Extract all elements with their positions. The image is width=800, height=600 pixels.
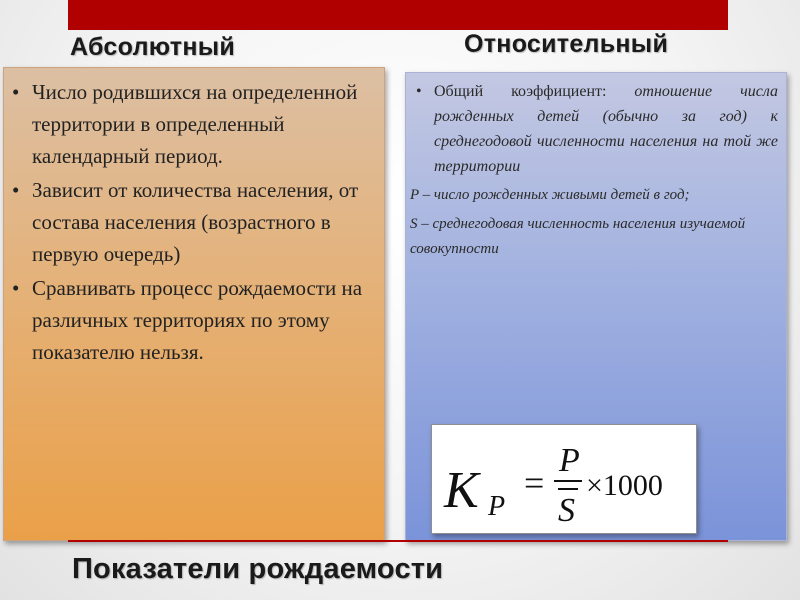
bullet-icon: • [416,83,422,100]
formula-k: K [444,462,479,519]
slide-title: Показатели рождаемости [72,553,444,585]
list-item-text: Сравнивать процесс рождаемости на различных территориях по этому показателю нельзя. [32,276,363,364]
coefficient-label: Общий коэффициент: [434,83,635,100]
top-accent-bar [68,0,728,30]
list-item-text: Число родившихся на определенной территории в определенный календарный период. [32,80,358,168]
formula-box [431,424,697,534]
list-item [10,76,374,172]
list-item [10,174,374,270]
relative-list [410,79,778,179]
list-item [410,79,778,179]
coefficient-definition: отношение числа рожденных детей (обычно за год) к среднегодовой численности населения на той же территории [434,83,778,175]
heading-absolute: Абсолютный [70,33,236,61]
formula-denominator: S [558,492,575,529]
formula-graphic [432,425,696,533]
bullet-icon: • [12,80,20,104]
note-p: P – число рожденных живыми детей в год; [410,187,690,203]
formula-numerator: P [559,442,580,479]
formula-subscript: P [488,491,506,522]
list-item-text: Зависит от количества населения, от состава населения (возрастного в первую очередь) [32,178,359,266]
absolute-list [10,76,374,368]
bullet-icon: • [12,178,20,202]
bullet-icon: • [12,276,20,300]
heading-relative: Относительный [464,30,669,58]
note-s: S – среднегодовая численность населения изучаемой совокупности [410,216,746,257]
list-item [10,272,374,368]
absolute-panel [3,67,385,541]
formula-multiplier: ×1000 [586,469,663,502]
bottom-accent-line [68,540,728,542]
formula-equals: = [524,463,545,503]
